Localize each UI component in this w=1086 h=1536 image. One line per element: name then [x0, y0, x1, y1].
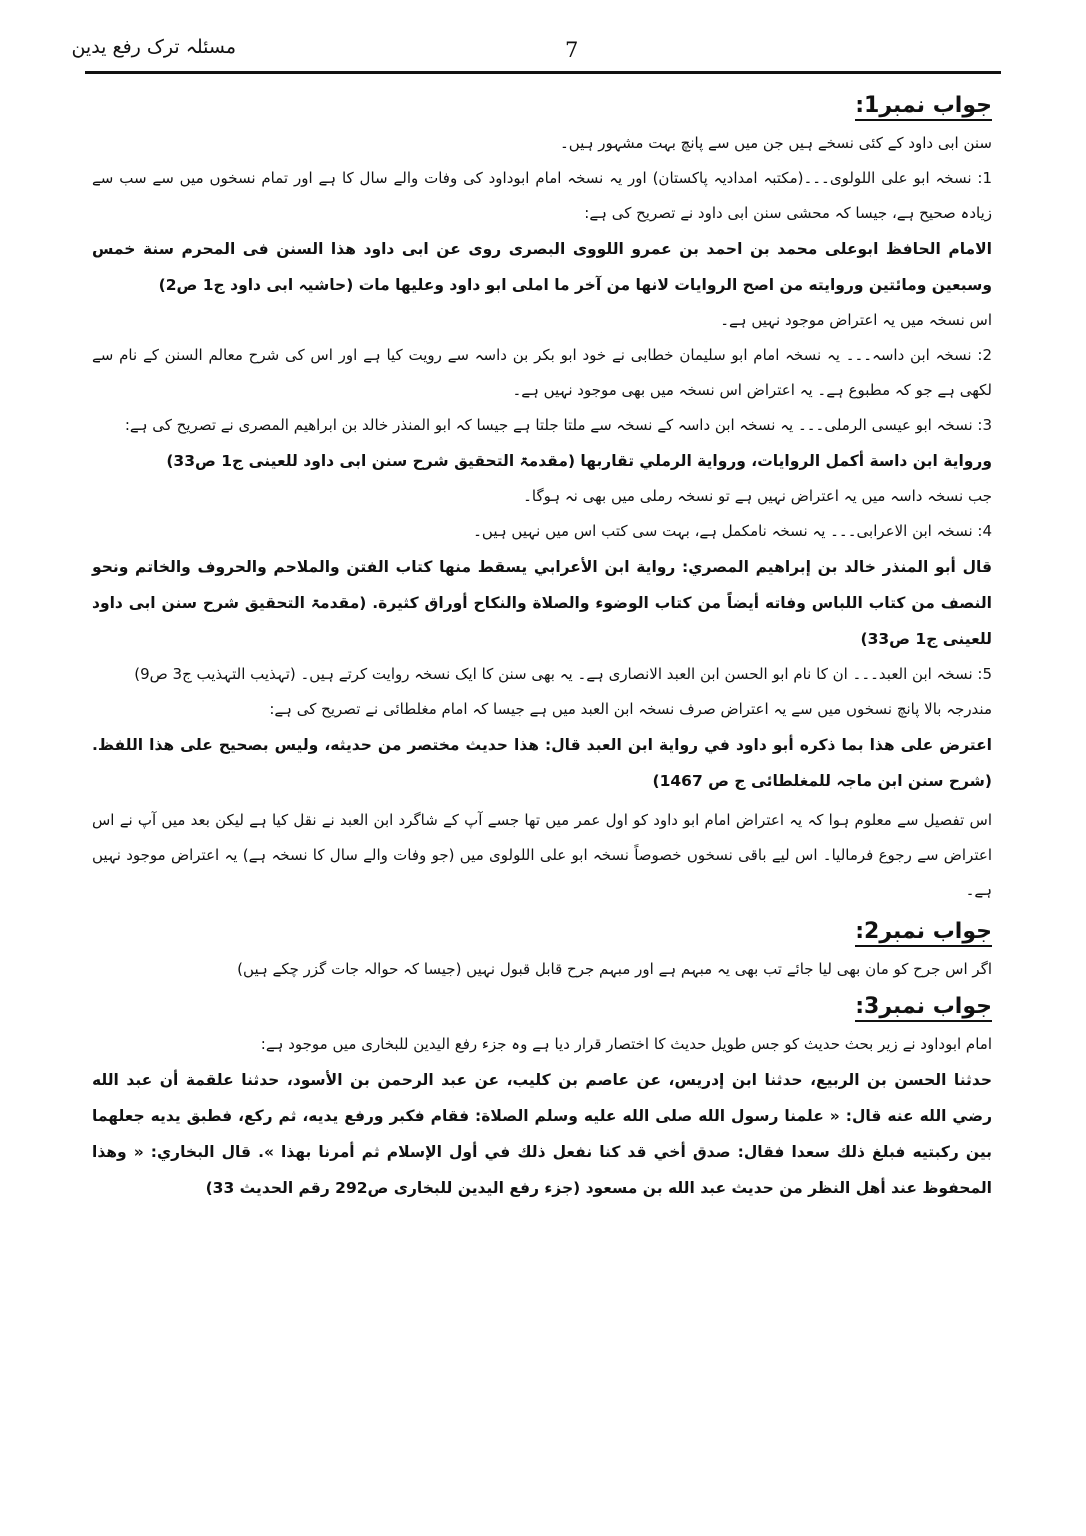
page-body: [92, 86, 992, 1206]
page-header: [0, 0, 1086, 80]
copy1-text: 1: نسخہ ابو علی اللولوی۔۔۔(مکتبہ امدادیہ پاکستان) اور یہ نسخہ امام ابوداود کی وفات والے سال کا ہے اور تمام نسخوں میں سے سب سے زیادہ صحیح ہے، جیسا کہ محشی سنن ابی داود نے تصریح کی ہے:: [92, 169, 992, 222]
copy3-arabic-quote: ورواية ابن داسة أكمل الروايات، ورواية الرملي تقاربها (مقدمۃ التحقیق شرح سنن ابی داود للعینی ج1 ص33): [166, 452, 992, 470]
copy1-arabic-quote: الامام الحافظ ابوعلی محمد بن احمد بن عمرو اللووی البصری روی عن ابی داود هذا السنن فی المحرم سنة خمس وسبعین ومائتین وروایته من اصح الروایات لانها من آخر ما املی ابو داود وعلیها مات (حاشیہ ابی داود ج1 ص2): [92, 240, 992, 294]
answer3-heading: جواب نمبر3:: [92, 987, 992, 1027]
running-title: مسئلہ ترک رفع یدین: [71, 36, 236, 58]
answer1-intro: سنن ابی داود کے کئی نسخے ہیں جن میں سے پانچ بہت مشہور ہیں۔: [559, 134, 992, 152]
answer2-text: اگر اس جرح کو مان بھی لیا جائے تب بھی یہ مبہم ہے اور مبہم جرح قابل قبول نہیں (جیسا کہ حوالہ جات گزر چکے ہیں): [237, 960, 992, 978]
answer3-text: امام ابوداود نے زیر بحث حدیث کو جس طویل حدیث کا اختصار قرار دیا ہے وہ جزء رفع الیدین للبخاری میں موجود ہے:: [260, 1035, 992, 1053]
copy5-text: 5: نسخہ ابن العبد۔۔۔ ان کا نام ابو الحسن ابن العبد الانصاری ہے۔ یہ بھی سنن کا ایک نسخہ روایت کرتے ہیں۔ (تہذیب التہذیب ج3 ص9): [134, 665, 992, 683]
page-number: 7: [565, 38, 579, 62]
summary-text: مندرجہ بالا پانچ نسخوں میں سے یہ اعتراض صرف نسخہ ابن العبد میں ہے جیسا کہ امام مغلطائی نے تصریح کی ہے:: [269, 700, 992, 718]
copy4-arabic-quote: قال أبو المنذر خالد بن إبراهيم المصري: رواية ابن الأعرابي يسقط منها كتاب الفتن والملاحم والحروف والخاتم ونحو النصف من كتاب اللباس وفاته أيضاً من كتاب الوضوء والصلاة والنكاح أوراق كثيرة. (مقدمۃ التحقیق شرح سنن ابی داود للعینی ج1 ص33): [92, 558, 992, 648]
conclusion-text: اس تفصیل سے معلوم ہوا کہ یہ اعتراض امام ابو داود کو اول عمر میں تھا جسے آپ کے شاگرد ابن العبد نے نقل کیا ہے لیکن بعد میں آپ نے اس اعتراض سے رجوع فرمالیا۔ اس لیے باقی نسخوں خصوصاً نسخہ ابو علی اللولوی میں (جو وفات والے سال کا نسخہ ہے) یہ اعتراض موجود نہیں ہے۔: [92, 811, 992, 899]
copy3-text: 3: نسخہ ابو عیسی الرملی۔۔۔ یہ نسخہ ابن داسہ کے نسخہ سے ملتا جلتا ہے جیسا کہ ابو المنذر خالد بن ابراهیم المصری نے تصریح کی ہے:: [124, 416, 992, 434]
answer3-arabic-hadith: حدثنا الحسن بن الربيع، حدثنا ابن إدريس، عن عاصم بن كليب، عن عبد الرحمن بن الأسود، حدثنا علقمة أن عبد الله رضي الله عنه قال: « علمنا رسول الله صلى الله عليه وسلم الصلاة: فقام فكبر ورفع يديه، ثم ركع، فطبق يديه جعلهما بين ركبتيه فبلغ ذلك سعدا فقال: صدق أخي قد كنا نفعل ذلك في أول الإسلام ثم أمرنا بهذا ». قال البخاري: « وهذا المحفوظ عند أهل النظر من حديث عبد الله بن مسعود (جزء رفع الیدین للبخاری ص292 رقم الحدیث 33): [92, 1071, 992, 1197]
copy1-note: اس نسخہ میں یہ اعتراض موجود نہیں ہے۔: [720, 311, 992, 329]
answer1-heading: جواب نمبر1:: [92, 86, 992, 126]
answer2-heading: جواب نمبر2:: [92, 912, 992, 952]
copy2-text: 2: نسخہ ابن داسہ۔۔۔ یہ نسخہ امام ابو سلیمان خطابی نے خود ابو بکر بن داسہ سے رویت کیا ہے اور اس کی شرح معالم السنن کے نام سے لکھی ہے جو کہ مطبوع ہے۔ یہ اعتراض اس نسخہ میں بھی موجود نہیں ہے۔: [92, 346, 992, 399]
copy3-note: جب نسخہ داسہ میں یہ اعتراض نہیں ہے تو نسخہ رملی میں بھی نہ ہوگا۔: [523, 487, 992, 505]
header-rule: [85, 71, 1001, 74]
summary-arabic-quote: اعترض علی هذا بما ذكره أبو داود في رواية ابن العبد قال: هذا حديث مختصر من حديثه، وليس بصحيح على هذا اللفظ. (شرح سنن ابن ماجہ للمغلطائی ج ص 1467): [92, 736, 992, 790]
copy4-text: 4: نسخہ ابن الاعرابی۔۔۔ یہ نسخہ نامکمل ہے، بہت سی کتب اس میں نہیں ہیں۔: [473, 522, 992, 540]
